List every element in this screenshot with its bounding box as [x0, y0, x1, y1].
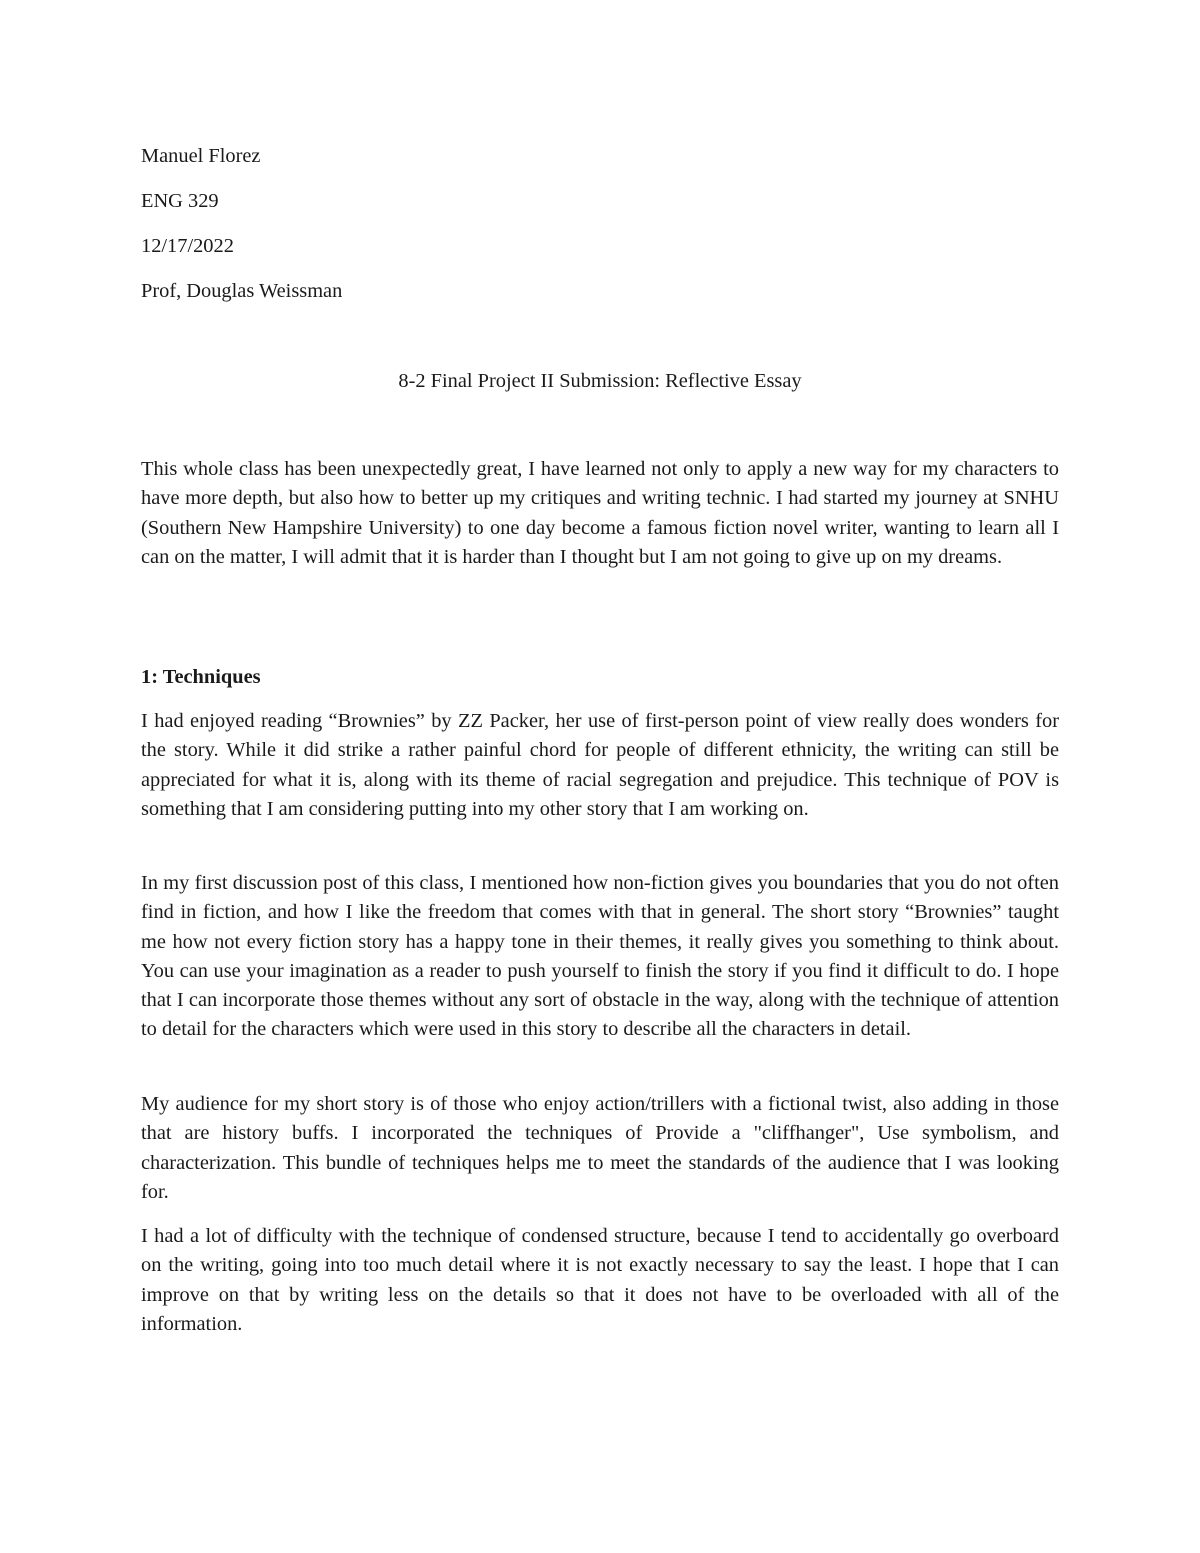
section-paragraph-block-3	[141, 1090, 1059, 1207]
section-paragraph-block-2	[141, 869, 1059, 1045]
section-paragraph-block-1	[141, 707, 1059, 824]
intro-paragraph-block	[141, 455, 1059, 572]
author-name: Manuel Florez	[141, 145, 261, 167]
body-paragraph: I had enjoyed reading “Brownies” by ZZ Packer, her use of first-person point of view really does wonders for the story. While it did strike a rather painful chord for people of different ethnicity, the writing can still be appreciated for what it is, along with its theme of racial segregation and prejudice. This technique of POV is something that I am considering putting into my other story that I am working on.	[141, 710, 1059, 820]
body-paragraph: My audience for my short story is of those who enjoy action/trillers with a fictional twist, also adding in those that are history buffs. I incorporated the techniques of Provide a "cliffhanger", Use symbolism, and characterization. This bundle of techniques helps me to meet the standards of the audience that I was looking for.	[141, 1093, 1059, 1203]
section-paragraph-block-4	[141, 1222, 1059, 1339]
intro-paragraph: This whole class has been unexpectedly great, I have learned not only to apply a new way for my characters to have more depth, but also how to better up my critiques and writing technic. I had started my journey at SNHU (Southern New Hampshire University) to one day become a famous fiction novel writer, wanting to learn all I can on the matter, I will admit that it is harder than I thought but I am not going to give up on my dreams.	[141, 458, 1059, 568]
submission-date: 12/17/2022	[141, 235, 234, 257]
professor-name: Prof, Douglas Weissman	[141, 280, 343, 302]
essay-title: 8-2 Final Project II Submission: Reflective Essay	[398, 370, 802, 392]
body-paragraph: I had a lot of difficulty with the technique of condensed structure, because I tend to accidentally go overboard on the writing, going into too much detail where it is not exactly necessary to say the least. I hope that I can improve on that by writing less on the details so that it does not have to be overloaded with all of the information.	[141, 1225, 1059, 1335]
course-code: ENG 329	[141, 190, 219, 212]
section-heading: 1: Techniques	[141, 666, 261, 688]
body-paragraph: In my first discussion post of this class, I mentioned how non-fiction gives you boundaries that you do not often find in fiction, and how I like the freedom that comes with that in general. The short story “Brownies” taught me how not every fiction story has a happy tone in their themes, it really gives you something to think about. You can use your imagination as a reader to push yourself to finish the story if you find it difficult to do. I hope that I can incorporate those themes without any sort of obstacle in the way, along with the technique of attention to detail for the characters which were used in this story to describe all the characters in detail.	[141, 872, 1059, 1041]
